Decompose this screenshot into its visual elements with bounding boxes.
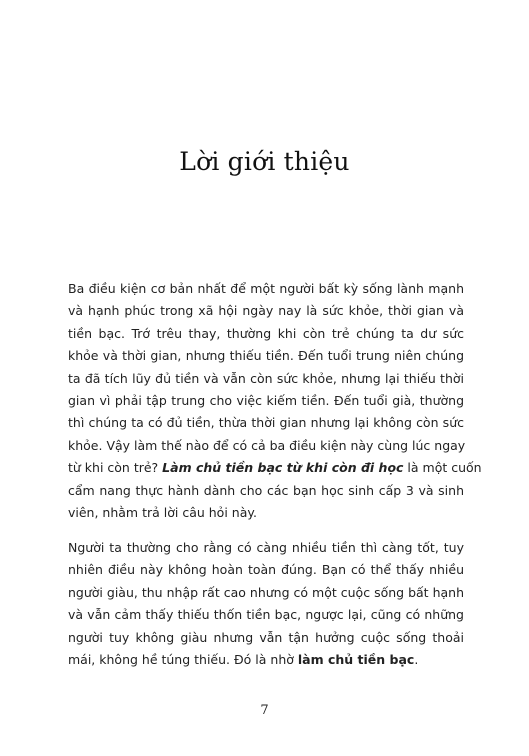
page-number: 7 xyxy=(260,703,269,718)
paragraph-1 xyxy=(68,278,482,524)
text-segment: là một cuốn xyxy=(403,460,482,476)
text-line: khỏe và thời gian, nhưng thiếu tiền. Đến tuổi trung niên chúng xyxy=(68,348,464,364)
text-line-with-book-title xyxy=(68,457,482,479)
text-line: ta đã tích lũy đủ tiền và vẫn còn sức khỏe, nhưng lại thiếu thời xyxy=(68,370,464,386)
text-line: và vẫn cảm thấy thiếu thốn tiền bạc, ngược lại, cũng có những xyxy=(68,607,464,623)
text-line: Ba điều kiện cơ bản nhất để một người bất kỳ sống lành mạnh xyxy=(68,281,464,296)
text-segment: . xyxy=(414,651,419,667)
text-segment: mái, không hề túng thiếu. Đó là nhờ xyxy=(68,651,298,667)
text-line: viên, nhằm trả lời câu hỏi này. xyxy=(68,504,257,520)
text-line: và hạnh phúc trong xã hội ngày nay là sức khỏe, thời gian và xyxy=(68,303,464,319)
text-line: người giàu, thu nhập rất cao nhưng có một cuộc sống bất hạnh xyxy=(68,584,464,600)
text-line-with-emphasis xyxy=(68,649,464,671)
text-line: nhiên điều này không hoàn toàn đúng. Bạn có thể thấy nhiều xyxy=(68,562,464,578)
text-line: người tuy không giàu nhưng vẫn tận hưởng cuộc sống thoải xyxy=(68,629,464,645)
text-line: gian vì phải tập trung cho việc kiếm tiền. Đến tuổi già, thường xyxy=(68,392,464,408)
chapter-title: Lời giới thiệu xyxy=(179,147,350,176)
paragraph-2 xyxy=(68,537,464,671)
text-line: Người ta thường cho rằng có càng nhiều tiền thì càng tốt, tuy xyxy=(68,540,464,555)
text-line: cẩm nang thực hành dành cho các bạn học sinh cấp 3 và sinh xyxy=(68,482,464,498)
text-segment: từ khi còn trẻ? xyxy=(68,460,163,476)
text-line: tiền bạc. Trớ trêu thay, thường khi còn trẻ chúng ta dư sức xyxy=(68,325,464,341)
text-line: khỏe. Vậy làm thế nào để có cả ba điều kiện này cùng lúc ngay xyxy=(68,437,466,453)
book-title-emphasis: Làm chủ tiền bạc từ khi còn đi học xyxy=(162,460,404,476)
bold-emphasis: làm chủ tiền bạc xyxy=(297,651,415,667)
text-line: thì chúng ta có đủ tiền, thừa thời gian nhưng lại không còn sức xyxy=(68,415,464,431)
